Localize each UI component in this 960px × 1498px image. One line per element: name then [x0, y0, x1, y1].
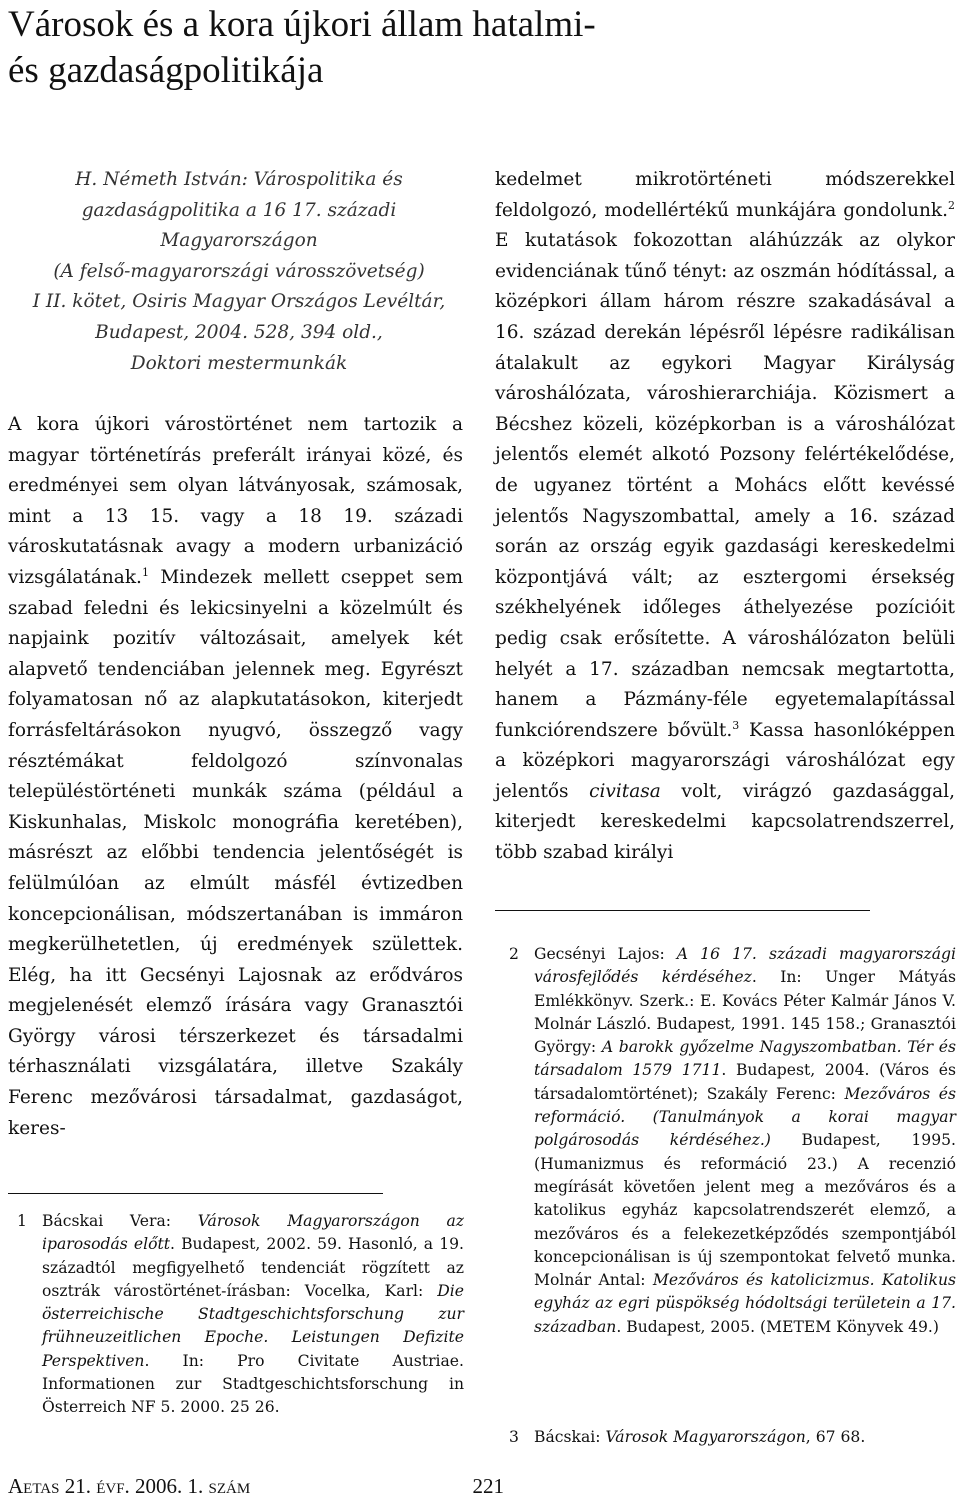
emphasis: A barokk győzelme Nagyszombatban. Tér és társadalom 1579 1711: [534, 1038, 956, 1080]
body-left-column: [8, 410, 463, 1144]
text-run: Budapest, 1995. (Humanizmus és reformáció 23.) A recenzió megírását követően jelent meg a mezőváros és a katolikus egyház kapcsolatrendszerét elemző, a mezőváros és a felekezetképződés szempontjából koncepcionálisan is új szempontokat felvető munka. Molnár Antal:: [534, 1131, 956, 1290]
footnote-1: [17, 1210, 465, 1420]
footnote-ref-2[interactable]: 2: [948, 198, 955, 212]
text-run: . In: Unger Mátyás Emlékkönyv. Szerk.: E. Kovács Péter Kalmár János V. Molnár László. Budapest, 1991. 145 158.; Granasztói György:: [534, 968, 956, 1057]
text-run: Bácskai Vera:: [42, 1212, 198, 1230]
footnote-divider: [495, 910, 870, 911]
emphasis: Die österreichische Stadtgeschichtsforschung zur frühneuzeitlichen Epoche. Leistungen Defizite Perspektiven: [42, 1281, 464, 1370]
book-series: Doktori mestermunkák: [130, 352, 348, 374]
title-line-1: Városok és a kora újkori állam hatalmi-: [8, 4, 596, 45]
footnote-number: 2: [509, 945, 519, 963]
title-line-2: és gazdaságpolitikája: [8, 50, 324, 91]
text-run: kedelmet mikrotörténeti módszerekkel feldolgozó, modellértékű munkájára gondolunk.: [495, 169, 955, 221]
footnote-number: 1: [17, 1212, 27, 1230]
article-title: [8, 2, 948, 94]
footnote-divider: [8, 1193, 383, 1194]
emphasis: Városok Magyarországon az iparosodás előtt: [42, 1212, 465, 1254]
footnote-3: [509, 1426, 956, 1449]
page-number: 221: [472, 1474, 504, 1498]
book-details: I II. kötet, Osiris Magyar Országos Levéltár, Budapest, 2004. 528, 394 old.,: [32, 291, 446, 343]
text-run: Gecsényi Lajos:: [534, 945, 677, 963]
text-run: , 67 68.: [805, 1428, 866, 1446]
text-run: . Budapest, 2002. 59. Hasonló, a 19. századtól megfigyelhető tendenciát rögzített az osztrák várostörténet-írásban: Vocelka, Karl:: [42, 1235, 465, 1300]
paragraph: [495, 165, 955, 869]
text-run: Bácskai:: [534, 1428, 606, 1446]
text-run: A kora újkori várostörténet nem tartozik a magyar történetírás preferált irányai közé, és eredményei sem olyan látványosak, számosak, mint a 13 15. vagy a 18 19. századi városkutatásnak avagy a modern urbanizáció vizsgálatának.: [8, 414, 463, 588]
text-run: volt, virágzó gazdasággal, kiterjedt kereskedelmi kapcsolatrendszerrel, több szabad királyi: [495, 780, 955, 864]
text-run: Kassa hasonlóképpen a középkori magyarországi városhálózat egy jelentős: [495, 719, 955, 802]
emphasis: Városok Magyarországon: [605, 1428, 806, 1446]
reviewed-book-info: [30, 165, 448, 379]
footnote-ref-1[interactable]: 1: [141, 565, 149, 579]
emphasis: Mezőváros és reformáció. (Tanulmányok a korai magyar polgárosodás kérdéséhez.): [534, 1084, 956, 1150]
body-right-column: [495, 165, 955, 869]
text-run: . Budapest, 2005. (METEM Könyvek 49.): [616, 1317, 939, 1336]
paragraph: [8, 410, 463, 1144]
emphasis: A 16 17. századi magyarországi városfejlődés kérdéséhez: [534, 945, 956, 987]
journal-footer: Aetas 21. évf. 2006. 1. szám: [8, 1474, 251, 1498]
book-subtitle: (A felső-magyarországi városszövetség): [53, 260, 425, 282]
emphasis: civitasa: [589, 780, 661, 802]
emphasis: Mezőváros és katolicizmus. Katolikus egyház az egri püspökség hódoltsági területein a 17. században: [534, 1271, 956, 1336]
footnote-2: [509, 943, 956, 1339]
footnote-number: 3: [509, 1428, 519, 1446]
text-run: E kutatások fokozottan aláhúzzák az olykor evidenciának tűnő tényt: az oszmán hódítással, a középkori állam három részre szakadásával a 16. század derekán lépésről lépésre radikálisan átalakult az egykori Magyar Királyság városhálózata, városhierarchiája. Közismert a Bécshez közeli, középkorban is a városhálózat jelentős elemét alkotó Pozsony felértékelődése, de ugyanez történt a Mohács előtt kevéssé jelentős Nagyszombattal, amely a 16. század során az ország egyik gazdasági kereskedelmi központjává vált; az esztergomi érsekség székhelyének időleges áthelyezése pozícióit pedig csak erősítette. A városhálózaton belüli helyét a 17. században nemcsak megtartotta, hanem a Pázmány-féle egyetemalapítással funkciórendszere bővült.: [495, 230, 955, 741]
footnote-ref-3[interactable]: 3: [732, 718, 740, 732]
text-run: . In: Pro Civitate Austriae. Informationen zur Stadtgeschichtsforschung in Österreich NF 5. 2000. 25 26.: [42, 1351, 464, 1417]
text-run: Mindezek mellett cseppet sem szabad feledni és lekicsinyelni a közelmúlt és napjaink pozitív változásait, amelyek két alapvető tendenciában jelennek meg. Egyrészt folyamatosan nő az alapkutatásokon, kiterjedt forrásfeltárásokon nyugvó, összegző vagy résztémákat feldolgozó színvonalas településtörténeti munkák száma (például a Kiskunhalas, Miskolc monográfia keretében), másrészt az előbbi tendencia jelentőségét is felülmúlóan az elmúlt másfél évtizedben koncepcionálisan, módszertanában is immáron megkerülhetetlen, új eredmények születtek. Elég, ha itt Gecsényi Lajosnak az erődváros megjelenését elemző írására vagy Granasztói György városi térszerkezet és társadalmi térhasználati vizsgálatára, illetve Szakály Ferenc mezővárosi társadalmat, gazdaságot, keres-: [8, 566, 463, 1139]
book-author-title: H. Németh István: Várospolitika és gazdaságpolitika a 16 17. századi Magyarországon: [75, 169, 403, 252]
text-run: . Budapest, 2004. (Város és társadalomtörténet); Szakály Ferenc:: [534, 1061, 956, 1103]
